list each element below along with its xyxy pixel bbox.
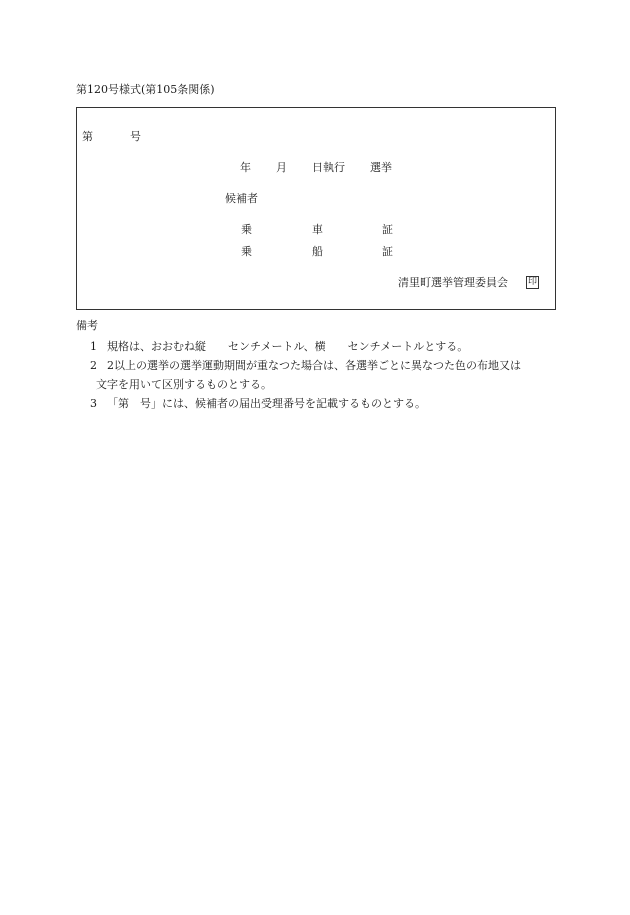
- date-month: 月: [276, 161, 287, 174]
- note-2-text: 2以上の選挙の選挙運動期間が重なつた場合は、各選挙ごとに異なつた色の布地又は: [107, 359, 521, 372]
- pass-row-2-char-2: 船: [312, 245, 323, 258]
- issuer-name: 清里町選挙管理委員会: [398, 276, 508, 289]
- number-suffix: 号: [130, 130, 141, 143]
- candidate-label: 候補者: [225, 192, 258, 205]
- note-3-text: 「第 号」には、候補者の届出受理番号を記載するものとする。: [107, 397, 426, 410]
- date-year: 年: [240, 161, 251, 174]
- notes-heading: 備考: [76, 319, 98, 332]
- note-1-text: 規格は、おおむね縦 センチメートル、横 センチメートルとする。: [107, 340, 469, 353]
- pass-row-1-char-3: 証: [382, 223, 393, 236]
- seal-mark: 印: [527, 277, 537, 287]
- pass-row-2-char-3: 証: [382, 245, 393, 258]
- date-day-exec: 日執行: [312, 161, 345, 174]
- note-2-continuation: 文字を用いて区別するものとする。: [96, 378, 272, 391]
- number-prefix: 第: [82, 130, 93, 143]
- note-1-number: 1: [90, 340, 97, 353]
- note-2-number: 2: [90, 359, 97, 372]
- pass-row-1-char-2: 車: [312, 223, 323, 236]
- form-title: 第120号様式(第105条関係): [76, 83, 215, 96]
- date-election: 選挙: [370, 161, 392, 174]
- pass-row-2-char-1: 乗: [241, 245, 252, 258]
- note-3-number: 3: [90, 397, 97, 410]
- pass-row-1-char-1: 乗: [241, 223, 252, 236]
